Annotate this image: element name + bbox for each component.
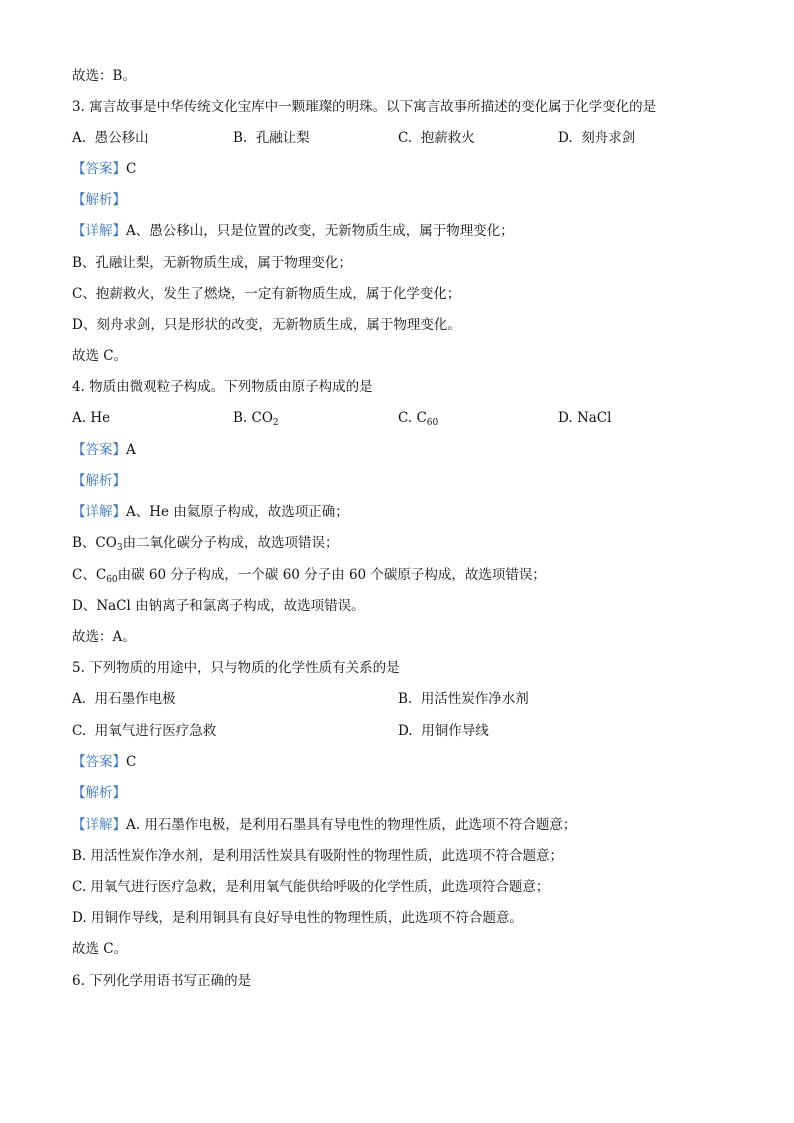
- q3-analysis-tag: [72, 190, 126, 210]
- answer-tag: 【答案】: [72, 754, 126, 770]
- q4-detail-c: [72, 565, 546, 585]
- option-subscript: 2: [272, 418, 279, 428]
- option-letter: C.: [72, 723, 87, 739]
- q5-option-c: [72, 721, 216, 741]
- q5-analysis-tag: [72, 783, 126, 803]
- q4-option-c: [398, 408, 438, 428]
- detail-text: A. 用石墨作电极，是利用石墨具有导电性的物理性质，此选项不符合题意；: [126, 817, 577, 833]
- q3-detail-d: D、刻舟求剑，只是形状的改变，无新物质生成，属于物理变化。: [72, 317, 461, 333]
- q4-conclusion: 故选：A。: [72, 629, 136, 645]
- option-letter: B.: [398, 691, 413, 707]
- option-letter: A.: [72, 130, 87, 146]
- q3-option-d: [558, 128, 635, 148]
- q5-detail-c: C. 用氧气进行医疗急救，是利用氧气能供给呼吸的化学性质，此选项符合题意；: [72, 879, 550, 895]
- option-letter: C.: [398, 410, 413, 426]
- detail-subscript: 3: [116, 543, 123, 553]
- q4-answer: [72, 440, 136, 460]
- q3-conclusion: 故选 C。: [72, 348, 128, 364]
- detail-tag: 【详解】: [72, 504, 126, 520]
- q3-stem: 3. 寓言故事是中华传统文化宝库中一颗璀璨的明珠。以下寓言故事所描述的变化属于化学变化的是: [72, 99, 657, 115]
- detail-prefix: B、: [72, 535, 96, 551]
- q6-stem: 6. 下列化学用语书写正确的是: [72, 973, 252, 989]
- q5-detail-d: D. 用铜作导线，是利用铜具有良好导电性的物理性质，此选项不符合题意。: [72, 910, 523, 926]
- answer-value: A: [126, 442, 136, 458]
- answer-tag: 【答案】: [72, 161, 126, 177]
- q5-option-a: [72, 689, 176, 709]
- option-letter: A.: [72, 691, 87, 707]
- option-letter: D.: [558, 410, 573, 426]
- option-text: 刻舟求剑: [581, 130, 636, 146]
- detail-formula: C: [95, 567, 107, 583]
- q3-answer: [72, 159, 136, 179]
- detail-formula: CO: [95, 535, 117, 551]
- analysis-tag: 【解析】: [72, 785, 126, 801]
- option-text: 抱薪救火: [420, 130, 475, 146]
- q3-detail-c: C、抱薪救火，发生了燃烧，一定有新物质生成，属于化学变化；: [72, 286, 461, 302]
- q5-stem: 5. 下列物质的用途中，只与物质的化学性质有关系的是: [72, 660, 400, 676]
- q4-analysis-tag: [72, 471, 126, 491]
- q3-option-a: [72, 128, 149, 148]
- option-letter: B.: [233, 410, 248, 426]
- q4-detail-a: [72, 502, 349, 522]
- answer-value: C: [126, 161, 137, 177]
- q3-option-c: [398, 128, 475, 148]
- q5-option-d: [398, 721, 489, 741]
- option-letter: A.: [72, 410, 87, 426]
- option-text: C: [416, 410, 427, 426]
- detail-prefix: C、: [72, 567, 96, 583]
- option-text: CO: [251, 410, 273, 426]
- q4-detail-b: [72, 533, 339, 553]
- option-text: He: [90, 410, 111, 426]
- q5-option-b: [398, 689, 529, 709]
- option-text: 孔融让梨: [255, 130, 310, 146]
- detail-tag: 【详解】: [72, 223, 126, 239]
- option-subscript: 60: [426, 418, 439, 428]
- option-text: NaCl: [576, 410, 612, 426]
- detail-text: 由碳 60 分子构成，一个碳 60 分子由 60 个碳原子构成，故选项错误；: [117, 567, 546, 583]
- q2-conclusion: 故选：B。: [72, 68, 136, 84]
- q4-stem: 4. 物质由微观粒子构成。下列物质由原子构成的是: [72, 379, 373, 395]
- detail-text: 由二氧化碳分子构成，故选项错误；: [122, 535, 339, 551]
- option-text: 用氧气进行医疗急救: [94, 723, 217, 739]
- q5-detail-b: B. 用活性炭作净水剂，是利用活性炭具有吸附性的物理性质，此选项不符合题意；: [72, 848, 564, 864]
- detail-tag: 【详解】: [72, 817, 126, 833]
- q3-option-b: [233, 128, 310, 148]
- q5-answer: [72, 752, 136, 772]
- q4-detail-d: D、NaCl 由钠离子和氯离子构成，故选项错误。: [72, 598, 365, 614]
- option-letter: D.: [558, 130, 573, 146]
- detail-text: A、愚公移山，只是位置的改变，无新物质生成，属于物理变化；: [126, 223, 514, 239]
- q3-detail-b: B、孔融让梨，无新物质生成，属于物理变化；: [72, 255, 352, 271]
- option-text: 愚公移山: [94, 130, 149, 146]
- q4-option-a: [72, 408, 110, 428]
- detail-subscript: 60: [106, 575, 118, 585]
- answer-tag: 【答案】: [72, 442, 126, 458]
- detail-text: A、He 由氦原子构成，故选项正确；: [126, 504, 349, 520]
- q5-conclusion: 故选 C。: [72, 941, 128, 957]
- option-text: 用活性炭作净水剂: [420, 691, 529, 707]
- option-letter: D.: [398, 723, 413, 739]
- q5-detail-a: [72, 815, 576, 835]
- analysis-tag: 【解析】: [72, 473, 126, 489]
- analysis-tag: 【解析】: [72, 192, 126, 208]
- option-letter: B.: [233, 130, 248, 146]
- q4-option-d: [558, 408, 611, 428]
- answer-value: C: [126, 754, 137, 770]
- option-text: 用石墨作电极: [94, 691, 176, 707]
- option-letter: C.: [398, 130, 413, 146]
- q4-option-b: [233, 408, 279, 428]
- option-text: 用铜作导线: [421, 723, 489, 739]
- q3-detail-a: [72, 221, 514, 241]
